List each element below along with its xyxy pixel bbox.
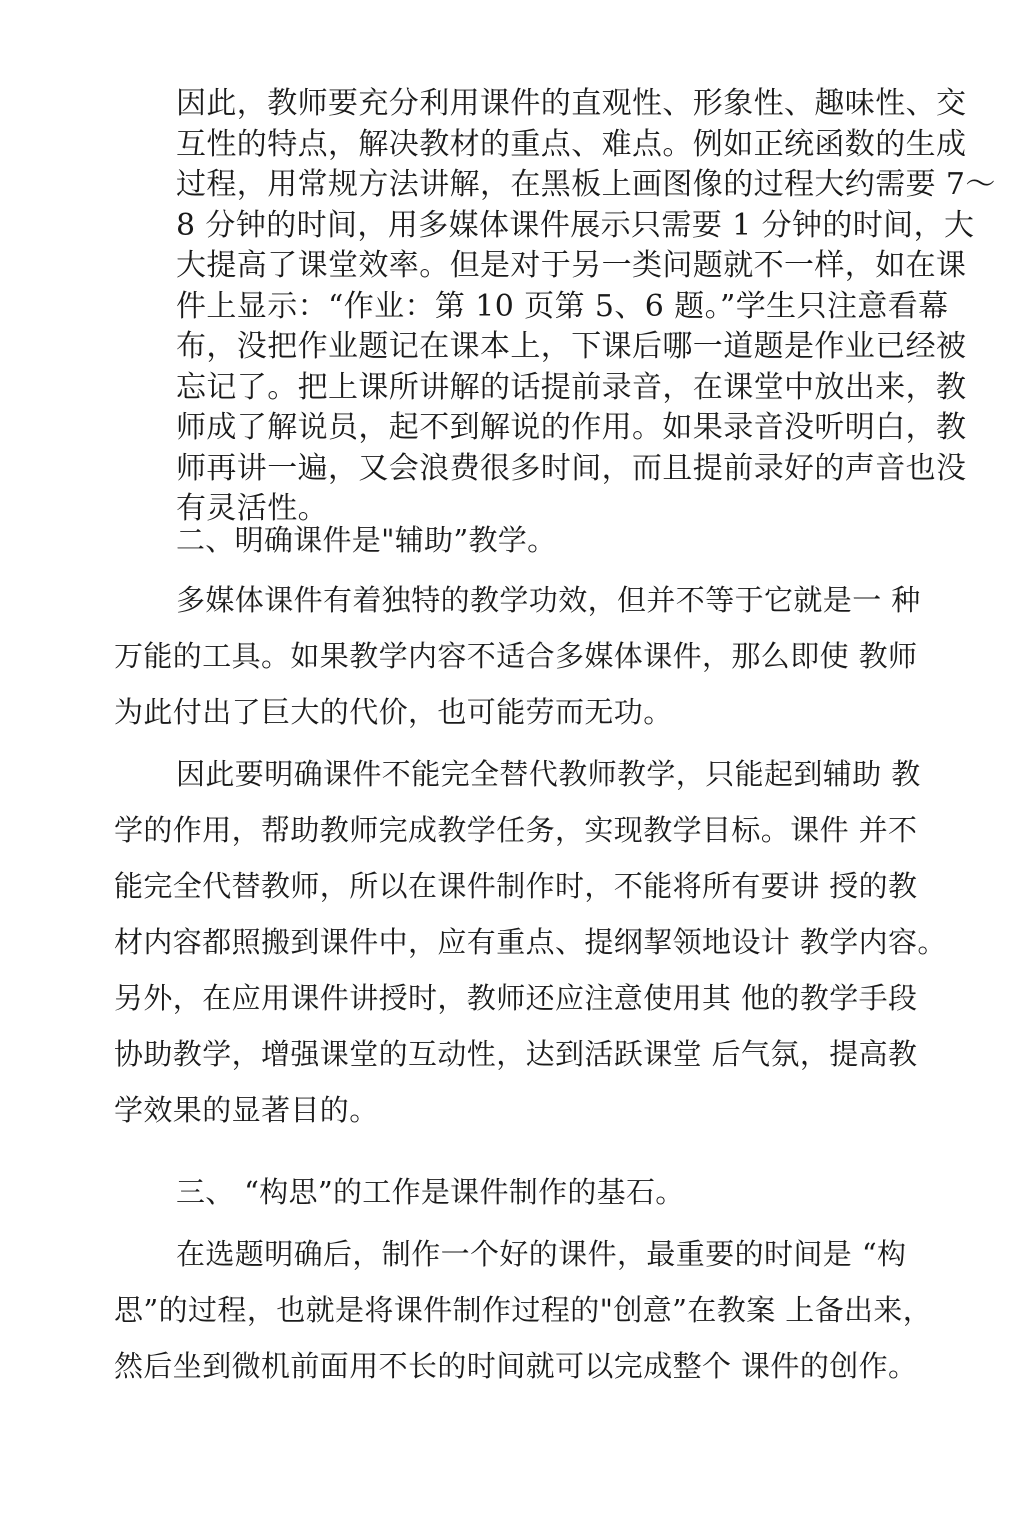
paragraph-line: 思”的过程，也就是将课件制作过程的"创意”在教案 上备出来， xyxy=(114,1293,933,1327)
paragraph-line: 互性的特点，解决教材的重点、难点。例如正统函数的生成 xyxy=(176,126,967,162)
paragraph-line: 因此要明确课件不能完全替代教师教学，只能起到辅助 教 xyxy=(176,757,921,791)
paragraph-line: 学效果的显著目的。 xyxy=(114,1093,379,1127)
paragraph-2 xyxy=(114,572,921,740)
paragraph-line: 8 分钟的时间，用多媒体课件展示只需要 1 分钟的时间，大 xyxy=(176,207,975,243)
paragraph-line: 协助教学，增强课堂的互动性，达到活跃课堂 后气氛，提高教 xyxy=(114,1037,918,1071)
paragraph-line: 材内容都照搬到课件中，应有重点、提纲挈领地设计 教学内容。 xyxy=(114,925,947,959)
paragraph-line: 有灵活性。 xyxy=(176,491,328,526)
paragraph-line: 然后坐到微机前面用不长的时间就可以完成整个 课件的创作。 xyxy=(114,1349,918,1383)
paragraph-4 xyxy=(114,1226,933,1394)
paragraph-line: 万能的工具。如果教学内容不适合多媒体课件，那么即使 教师 xyxy=(114,639,918,673)
paragraph-line: 因此，教师要充分利用课件的直观性、形象性、趣味性、交 xyxy=(176,86,967,121)
paragraph-line: 忘记了。把上课所讲解的话提前录音，在课堂中放出来，教 xyxy=(176,369,967,405)
paragraph-line: 过程，用常规方法讲解，在黑板上画图像的过程大约需要 7～ xyxy=(176,167,996,202)
paragraph-line: 为此付出了巨大的代价，也可能劳而无功。 xyxy=(114,695,673,729)
paragraph-line: 另外，在应用课件讲授时，教师还应注意使用其 他的教学手段 xyxy=(114,981,918,1015)
paragraph-line: 件上显示：“作业：第 10 页第 5、6 题。”学生只注意看幕 xyxy=(176,288,949,324)
paragraph-line: 能完全代替教师，所以在课件制作时，不能将所有要讲 授的教 xyxy=(114,869,918,903)
paragraph-line: 师再讲一遍，又会浪费很多时间，而且提前录好的声音也没 xyxy=(176,450,967,486)
paragraph-line: 多媒体课件有着独特的教学功效，但并不等于它就是一 种 xyxy=(176,583,921,617)
paragraph-line: 在选题明确后，制作一个好的课件，最重要的时间是 “构 xyxy=(176,1237,907,1271)
paragraph-line: 布，没把作业题记在课本上，下课后哪一道题是作业已经被 xyxy=(176,329,967,364)
section-heading-2: 二、明确课件是"辅助”教学。 xyxy=(176,523,557,557)
paragraph-line: 学的作用，帮助教师完成教学任务，实现教学目标。课件 并不 xyxy=(114,813,918,847)
paragraph-line: 大提高了课堂效率。但是对于另一类问题就不一样，如在课 xyxy=(176,248,967,283)
section-heading-3: 三、 “构思”的工作是课件制作的基石。 xyxy=(176,1175,685,1209)
paragraph-1 xyxy=(176,84,996,530)
paragraph-line: 师成了解说员，起不到解说的作用。如果录音没听明白，教 xyxy=(176,410,967,445)
paragraph-3 xyxy=(114,746,947,1138)
